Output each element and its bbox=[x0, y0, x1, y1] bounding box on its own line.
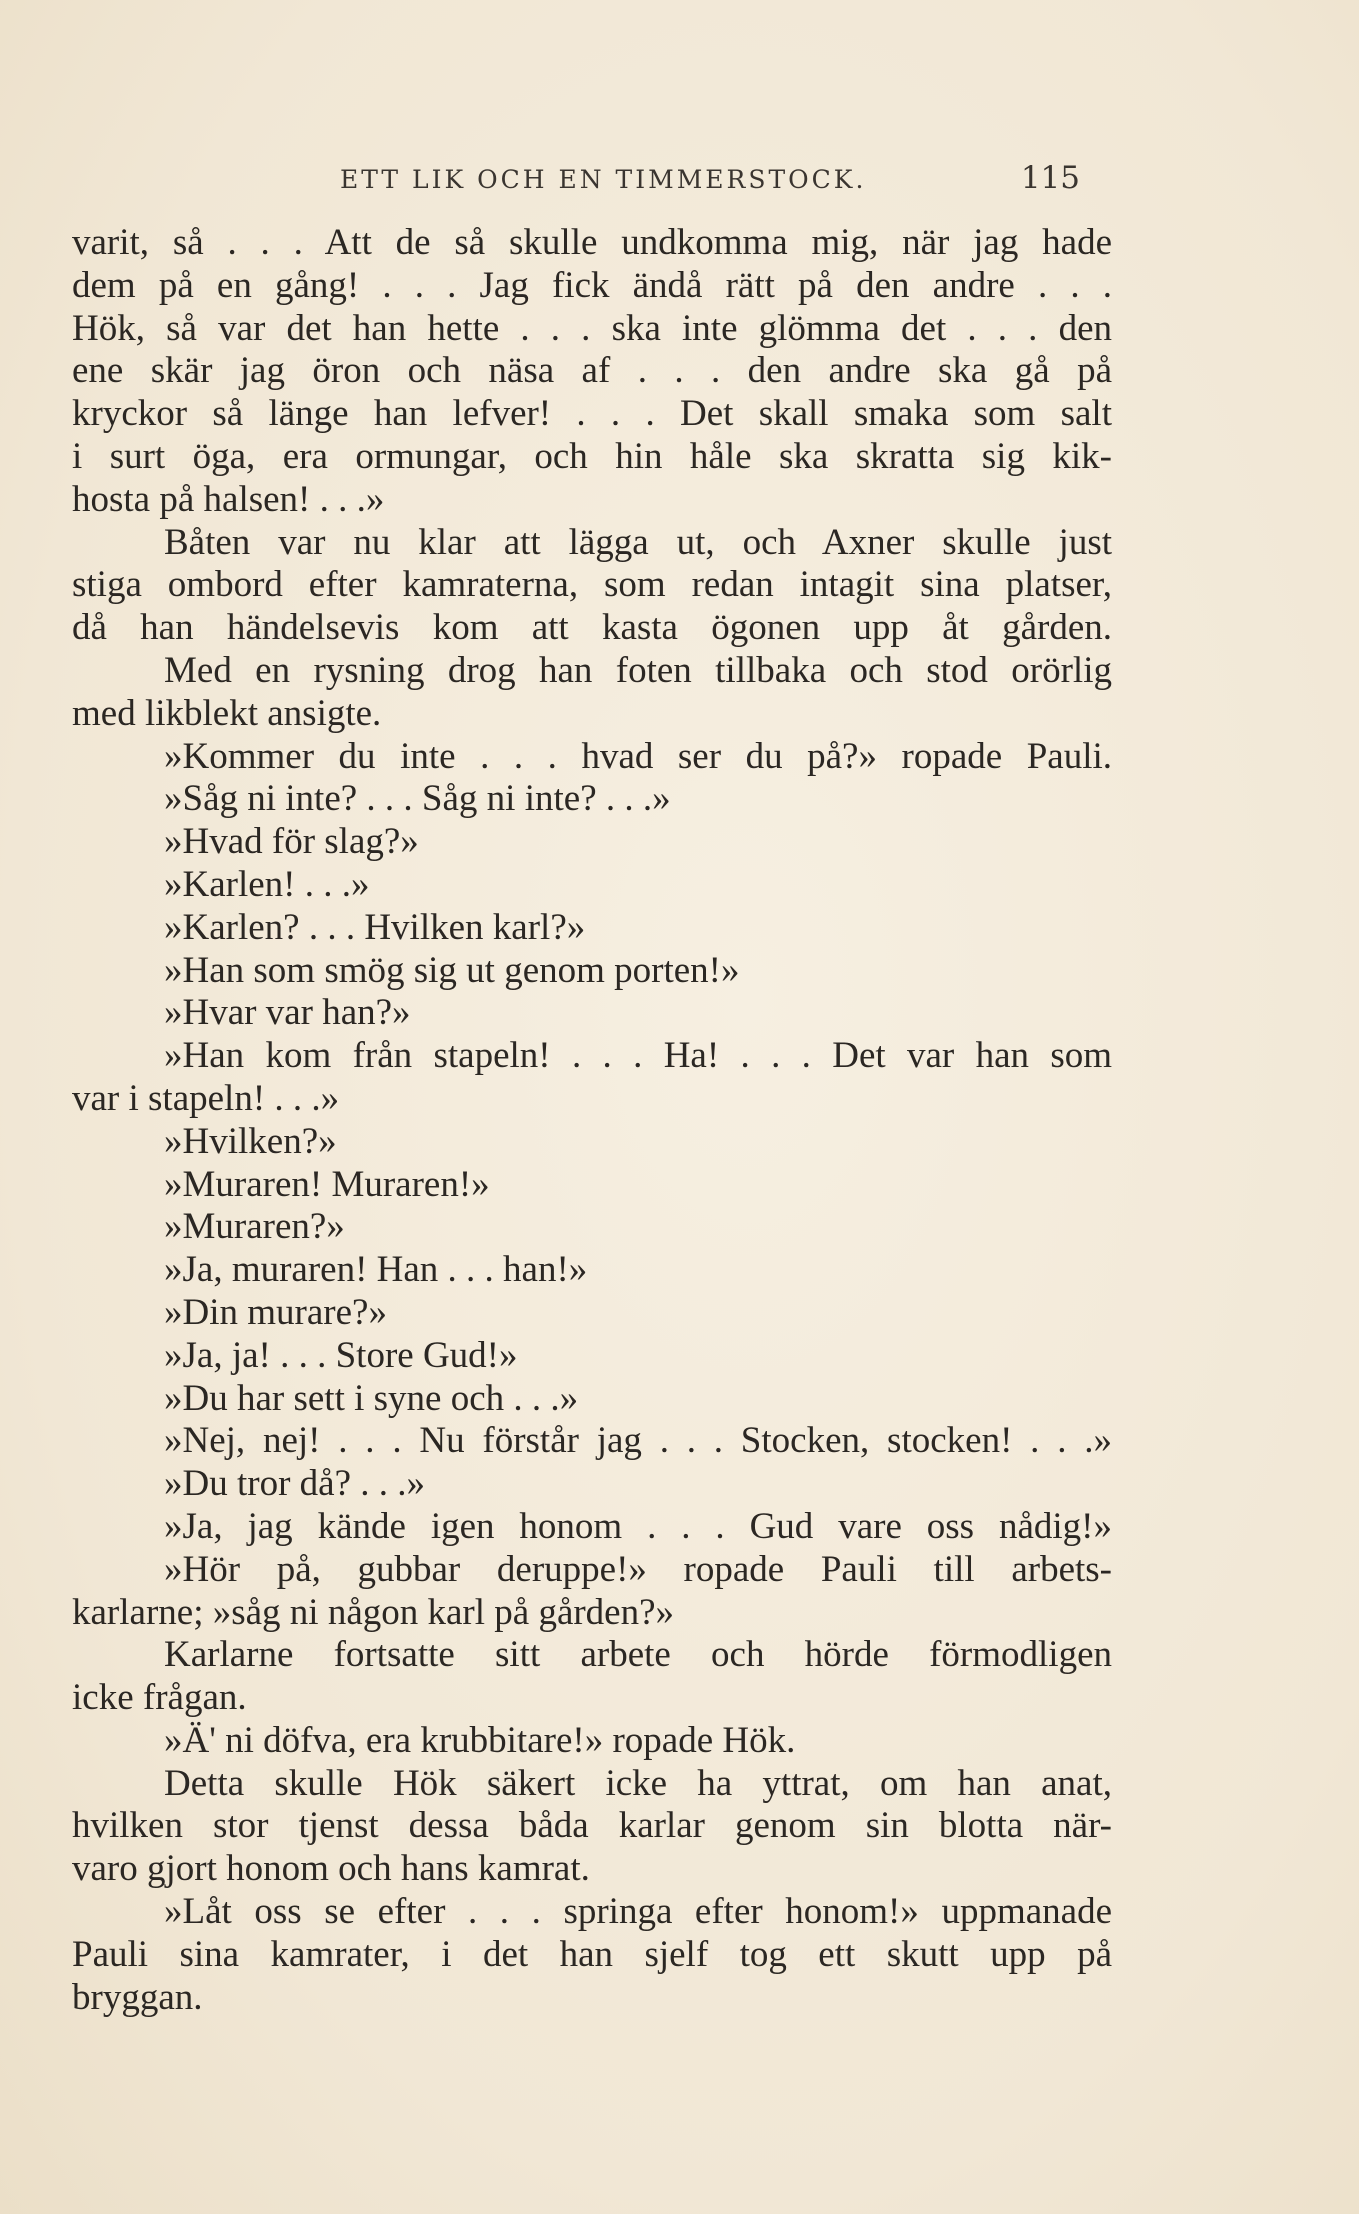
text-line: Båten var nu klar att lägga ut, och Axner skulle just bbox=[164, 521, 1112, 563]
text-line: »Muraren?» bbox=[164, 1206, 345, 1248]
text-line: »Hör på, gubbar deruppe!» ropade Pauli till arbets- bbox=[164, 1548, 1112, 1590]
text-line: »Karlen? . . . Hvilken karl?» bbox=[164, 906, 586, 948]
text-line: varo gjort honom och hans kamrat. bbox=[72, 1848, 590, 1890]
text-line: »Ja, muraren! Han . . . han!» bbox=[164, 1249, 588, 1291]
text-line: med likblekt ansigte. bbox=[72, 692, 382, 734]
text-line: bryggan. bbox=[72, 1976, 203, 2018]
text-line: »Din murare?» bbox=[164, 1291, 387, 1333]
text-line: »Såg ni inte? . . . Såg ni inte? . . .» bbox=[164, 778, 671, 820]
text-line: Hök, så var det han hette . . . ska inte glömma det . . . den bbox=[72, 307, 1112, 349]
text-line: Karlarne fortsatte sitt arbete och hörde förmodligen bbox=[164, 1634, 1112, 1676]
text-line: stiga ombord efter kamraterna, som redan intagit sina platser, bbox=[72, 564, 1112, 606]
text-line: icke frågan. bbox=[72, 1677, 247, 1719]
text-line: var i stapeln! . . .» bbox=[72, 1077, 340, 1119]
text-line: Pauli sina kamrater, i det han sjelf tog ett skutt upp på bbox=[72, 1933, 1112, 1975]
page-header bbox=[340, 160, 1080, 196]
text-line: varit, så . . . Att de så skulle undkomma mig, när jag hade bbox=[72, 222, 1112, 263]
text-line: »Du har sett i syne och . . .» bbox=[164, 1377, 579, 1419]
running-title: ETT LIK OCH EN TIMMERSTOCK. bbox=[340, 165, 867, 194]
text-line: dem på en gång! . . . Jag fick ändå rätt på den andre . . . bbox=[72, 264, 1112, 306]
text-line: då han händelsevis kom att kasta ögonen upp åt gården. bbox=[72, 607, 1112, 649]
text-line: hosta på halsen! . . .» bbox=[72, 478, 385, 520]
text-line: »Han som smög sig ut genom porten!» bbox=[164, 949, 740, 991]
text-line: »Ä' ni döfva, era krubbitare!» ropade Hök. bbox=[164, 1719, 796, 1761]
text-line: »Muraren! Muraren!» bbox=[164, 1163, 490, 1205]
text-line: i surt öga, era ormungar, och hin håle ska skratta sig kik- bbox=[72, 435, 1112, 477]
page-number: 115 bbox=[1020, 160, 1080, 196]
text-line: »Du tror då? . . .» bbox=[164, 1463, 425, 1505]
text-line: karlarne; »såg ni någon karl på gården?» bbox=[72, 1591, 675, 1633]
text-line: kryckor så länge han lefver! . . . Det skall smaka som salt bbox=[72, 393, 1112, 435]
text-line: Detta skulle Hök säkert icke ha yttrat, om han anat, bbox=[164, 1762, 1112, 1804]
text-line: hvilken stor tjenst dessa båda karlar genom sin blotta när- bbox=[72, 1805, 1112, 1847]
text-line: »Ja, jag kände igen honom . . . Gud vare oss nådig!» bbox=[164, 1505, 1112, 1547]
text-line: »Låt oss se efter . . . springa efter honom!» uppmanade bbox=[164, 1891, 1112, 1933]
text-line: »Han kom från stapeln! . . . Ha! . . . Det var han som bbox=[164, 1035, 1112, 1077]
text-line: »Hvad för slag?» bbox=[164, 821, 419, 863]
text-line: »Karlen! . . .» bbox=[164, 863, 370, 905]
text-line: ene skär jag öron och näsa af . . . den andre ska gå på bbox=[72, 350, 1112, 392]
text-line: Med en rysning drog han foten tillbaka och stod orörlig bbox=[164, 649, 1112, 691]
body-text bbox=[72, 222, 1112, 2019]
text-line: »Hvar var han?» bbox=[164, 992, 411, 1034]
text-line: »Ja, ja! . . . Store Gud!» bbox=[164, 1334, 518, 1376]
text-line: »Nej, nej! . . . Nu förstår jag . . . Stocken, stocken! . . .» bbox=[164, 1420, 1112, 1462]
text-line: »Kommer du inte . . . hvad ser du på?» ropade Pauli. bbox=[164, 735, 1112, 777]
text-line: »Hvilken?» bbox=[164, 1120, 337, 1162]
